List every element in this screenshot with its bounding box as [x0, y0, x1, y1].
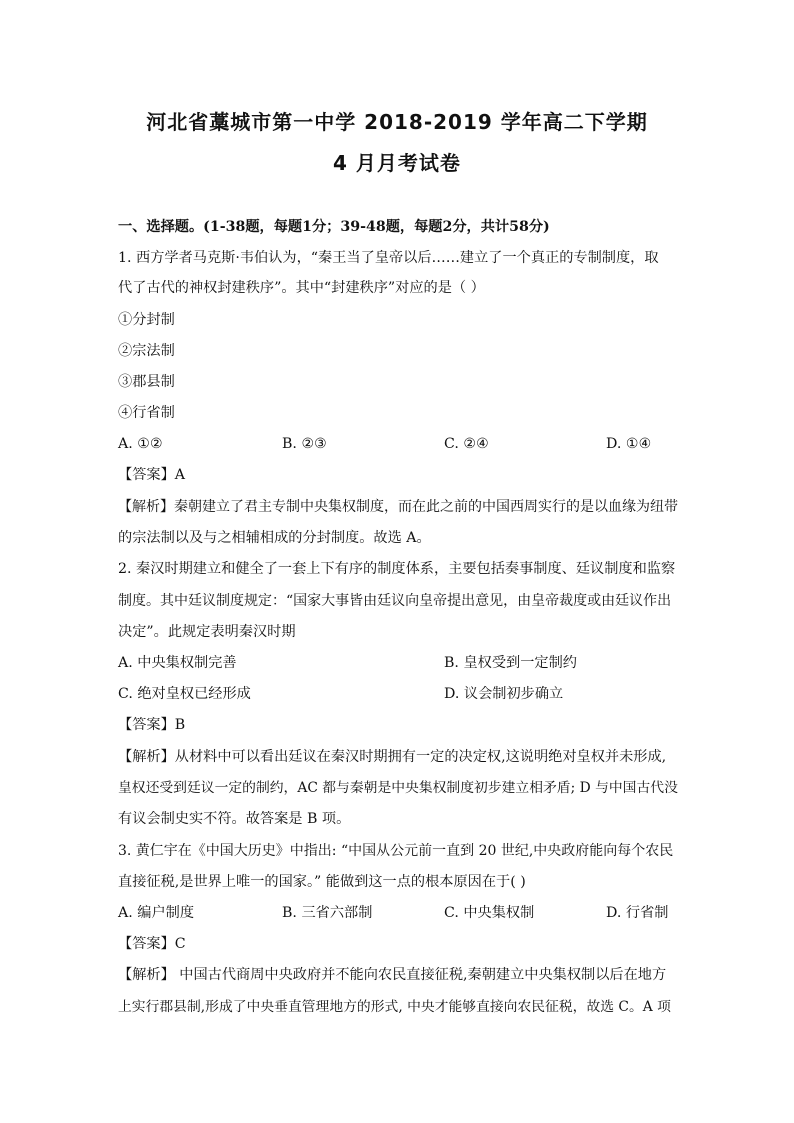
page-title-line2: 4 月月考试卷: [333, 151, 461, 175]
q2-option-a: A. 中央集权制完善: [118, 655, 237, 671]
q1-analysis-line2: 的宗法制以及与之相辅相成的分封制度。故选 A。: [118, 530, 431, 546]
q2-stem-line3: 决定”。此规定表明秦汉时期: [118, 624, 296, 640]
page-title-line1: 河北省藁城市第一中学 2018-2019 学年高二下学期: [146, 110, 648, 134]
q3-stem-line2: 直接征税,是世界上唯一的国家。” 能做到这一点的根本原因在于( ): [118, 874, 526, 890]
q2-stem-line2: 制度。其中廷议制度规定：“国家大事皆由廷议向皇帝提出意见，由皇帝裁度或由廷议作出: [118, 593, 672, 609]
q3-answer: 【答案】C: [118, 936, 186, 952]
q1-item-3: ③郡县制: [118, 374, 175, 390]
q3-option-d: D. 行省制: [606, 905, 669, 921]
q2-stem-line1: 2. 秦汉时期建立和健全了一套上下有序的制度体系，主要包括奏事制度、廷议制度和监察: [118, 561, 676, 577]
q1-option-b: B. ②③: [282, 436, 327, 452]
q1-stem-line1: 1. 西方学者马克斯·韦伯认为，“秦王当了皇帝以后……建立了一个真正的专制制度，取: [118, 250, 659, 266]
q3-analysis-line2: 上实行郡县制,形成了中央垂直管理地方的形式, 中央才能够直接向农民征税，故选 C。A 项: [118, 999, 671, 1015]
q2-analysis-line1: 【解析】从材料中可以看出廷议在秦汉时期拥有一定的决定权,这说明绝对皇权并未形成,: [118, 749, 667, 765]
q1-option-a: A. ①②: [118, 436, 163, 452]
section-heading: 一、选择题。(1-38题，每题1分；39-48题，每题2分，共计58分): [118, 219, 550, 235]
q3-option-c: C. 中央集权制: [444, 905, 535, 921]
q2-option-b: B. 皇权受到一定制约: [444, 655, 577, 671]
q1-option-d: D. ①④: [606, 436, 652, 452]
q1-item-2: ②宗法制: [118, 343, 175, 359]
q1-stem-line2: 代了古代的神权封建秩序”。其中“封建秩序”对应的是（ ）: [118, 280, 485, 296]
q1-analysis-line1: 【解析】秦朝建立了君主专制中央集权制度，而在此之前的中国西周实行的是以血缘为纽带: [118, 499, 678, 515]
q1-option-c: C. ②④: [444, 436, 489, 452]
q1-answer: 【答案】A: [118, 467, 185, 483]
q3-stem-line1: 3. 黄仁宇在《中国大历史》中指出: “中国从公元前一直到 20 世纪,中央政府能向每个农民: [118, 843, 674, 859]
q3-option-a: A. 编户制度: [118, 905, 195, 921]
q1-item-4: ④行省制: [118, 405, 175, 421]
q2-analysis-line3: 有议会制史实不符。故答案是 B 项。: [118, 811, 351, 827]
q3-analysis-line1: 【解析】 中国古代商周中央政府并不能向农民直接征税,秦朝建立中央集权制以后在地方: [118, 967, 667, 983]
q2-option-d: D. 议会制初步确立: [444, 686, 564, 702]
q1-item-1: ①分封制: [118, 312, 175, 328]
q2-analysis-line2: 皇权还受到廷议一定的制约，AC 都与秦朝是中央集权制度初步建立相矛盾; D 与中国古代没: [118, 780, 678, 796]
q3-option-b: B. 三省六部制: [282, 905, 373, 921]
q2-option-c: C. 绝对皇权已经形成: [118, 686, 251, 702]
q2-answer: 【答案】B: [118, 717, 186, 733]
